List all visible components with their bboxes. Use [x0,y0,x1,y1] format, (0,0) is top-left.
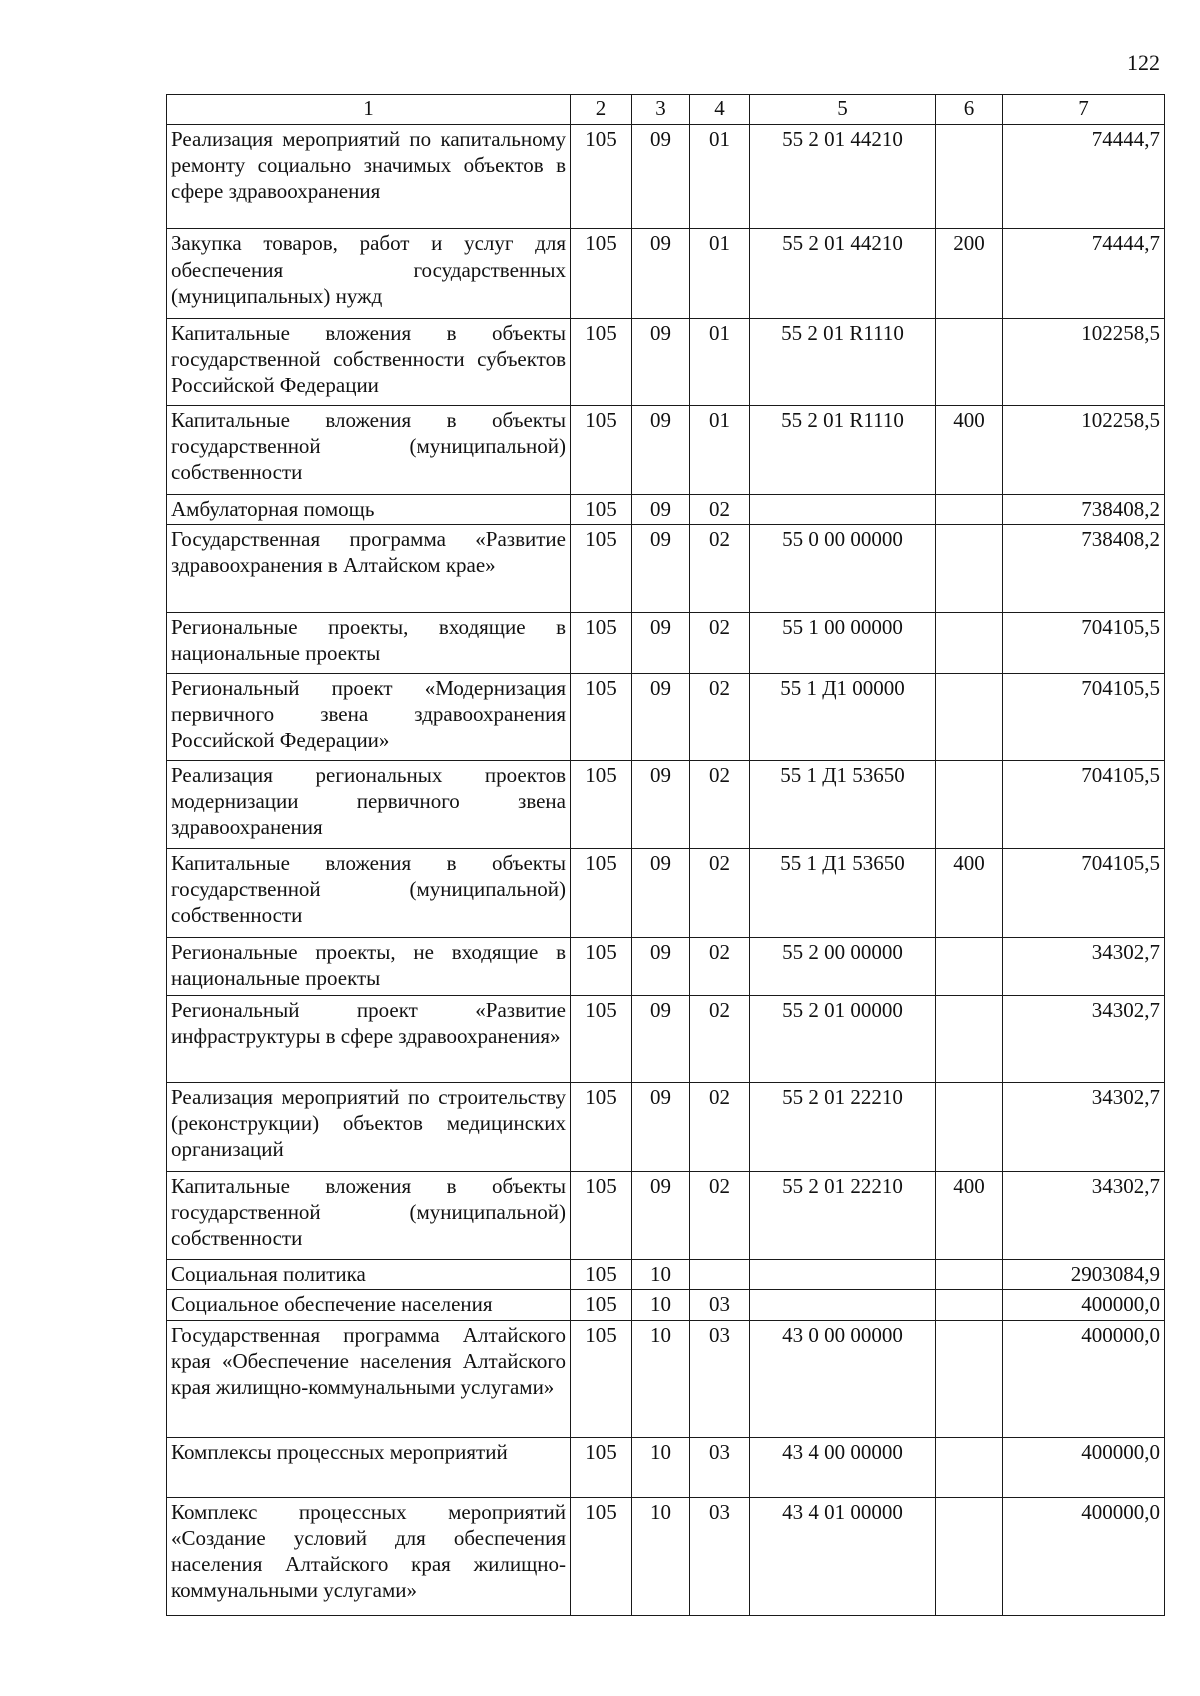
budget-table [166,94,1165,1616]
row-code-4-cell: 03 [690,1290,750,1320]
row-code-6-cell [936,524,1003,612]
table-row [167,1083,1165,1171]
row-code-2-cell: 105 [571,125,632,229]
table-row [167,849,1165,937]
row-code-6-cell: 200 [936,229,1003,318]
row-code-5-cell [750,494,936,524]
row-code-4-cell: 02 [690,849,750,937]
row-code-4-cell: 02 [690,613,750,673]
row-code-4-cell: 01 [690,125,750,229]
table-row [167,318,1165,405]
row-name-cell: Реализация мероприятий по строительству (реконструкции) объектов медицинских организаций [167,1083,571,1171]
row-code-6-cell: 400 [936,849,1003,937]
row-amount-cell: 738408,2 [1003,494,1165,524]
row-code-5-cell: 55 2 01 R1110 [750,318,936,405]
table-row [167,1260,1165,1290]
row-code-3-cell: 09 [632,613,690,673]
row-code-3-cell: 09 [632,1083,690,1171]
row-name-cell: Региональный проект «Развитие инфраструктуры в сфере здравоохранения» [167,996,571,1083]
row-amount-cell: 34302,7 [1003,1083,1165,1171]
row-code-3-cell: 09 [632,524,690,612]
row-name-cell: Капитальные вложения в объекты государственной (муниципальной) собственности [167,1171,571,1259]
row-code-4-cell: 01 [690,229,750,318]
row-code-2-cell: 105 [571,760,632,848]
row-name-cell: Амбулаторная помощь [167,494,571,524]
row-code-6-cell [936,1498,1003,1616]
column-header-7: 7 [1003,95,1165,125]
row-code-2-cell: 105 [571,1171,632,1259]
row-amount-cell: 400000,0 [1003,1320,1165,1438]
row-code-2-cell: 105 [571,318,632,405]
row-code-2-cell: 105 [571,1260,632,1290]
table-row [167,229,1165,318]
row-code-6-cell [936,1290,1003,1320]
row-code-5-cell: 55 1 Д1 53650 [750,849,936,937]
row-code-2-cell: 105 [571,524,632,612]
row-code-2-cell: 105 [571,1320,632,1438]
row-amount-cell: 400000,0 [1003,1498,1165,1616]
table-row [167,494,1165,524]
row-code-2-cell: 105 [571,849,632,937]
table-body [167,125,1165,1616]
row-name-cell: Государственная программа «Развитие здравоохранения в Алтайском крае» [167,524,571,612]
row-code-6-cell [936,1438,1003,1498]
row-code-6-cell [936,1083,1003,1171]
row-code-4-cell: 02 [690,524,750,612]
row-code-5-cell: 43 0 00 00000 [750,1320,936,1438]
row-name-cell: Комплексы процессных мероприятий [167,1438,571,1498]
row-amount-cell: 34302,7 [1003,996,1165,1083]
row-name-cell: Социальная политика [167,1260,571,1290]
row-amount-cell: 704105,5 [1003,613,1165,673]
row-code-2-cell: 105 [571,613,632,673]
row-name-cell: Реализация региональных проектов модернизации первичного звена здравоохранения [167,760,571,848]
column-header-2: 2 [571,95,632,125]
column-header-3: 3 [632,95,690,125]
row-code-2-cell: 105 [571,1438,632,1498]
row-code-2-cell: 105 [571,1290,632,1320]
row-code-3-cell: 09 [632,673,690,760]
table-row [167,524,1165,612]
row-code-3-cell: 09 [632,760,690,848]
table-row [167,996,1165,1083]
row-code-5-cell [750,1290,936,1320]
row-amount-cell: 400000,0 [1003,1438,1165,1498]
row-code-3-cell: 10 [632,1260,690,1290]
row-code-2-cell: 105 [571,996,632,1083]
row-name-cell: Региональные проекты, не входящие в национальные проекты [167,937,571,995]
table-row [167,1171,1165,1259]
column-header-4: 4 [690,95,750,125]
row-code-5-cell: 55 2 00 00000 [750,937,936,995]
row-code-5-cell [750,1260,936,1290]
column-header-6: 6 [936,95,1003,125]
row-code-4-cell: 02 [690,937,750,995]
row-code-6-cell [936,494,1003,524]
row-code-4-cell: 02 [690,996,750,1083]
table-row [167,1498,1165,1616]
row-code-5-cell: 55 1 Д1 00000 [750,673,936,760]
table-row [167,406,1165,494]
row-code-5-cell: 55 2 01 22210 [750,1171,936,1259]
row-code-4-cell: 02 [690,760,750,848]
row-amount-cell: 102258,5 [1003,406,1165,494]
row-amount-cell: 704105,5 [1003,673,1165,760]
row-code-2-cell: 105 [571,229,632,318]
row-name-cell: Капитальные вложения в объекты государственной собственности субъектов Российской Федерации [167,318,571,405]
row-code-3-cell: 10 [632,1438,690,1498]
row-code-5-cell: 55 1 00 00000 [750,613,936,673]
row-code-6-cell [936,1260,1003,1290]
table-row [167,760,1165,848]
header-row [167,95,1165,125]
row-code-6-cell [936,125,1003,229]
row-amount-cell: 704105,5 [1003,849,1165,937]
row-code-5-cell: 55 2 01 44210 [750,229,936,318]
row-code-4-cell: 02 [690,494,750,524]
row-name-cell: Социальное обеспечение населения [167,1290,571,1320]
row-name-cell: Капитальные вложения в объекты государственной (муниципальной) собственности [167,849,571,937]
row-name-cell: Региональный проект «Модернизация первичного звена здравоохранения Российской Федерации» [167,673,571,760]
row-code-5-cell: 43 4 00 00000 [750,1438,936,1498]
table-row [167,1290,1165,1320]
row-code-3-cell: 09 [632,125,690,229]
row-code-4-cell: 02 [690,1171,750,1259]
row-amount-cell: 2903084,9 [1003,1260,1165,1290]
row-code-3-cell: 09 [632,937,690,995]
column-header-5: 5 [750,95,936,125]
row-code-4-cell: 03 [690,1320,750,1438]
table-row [167,1320,1165,1438]
row-amount-cell: 34302,7 [1003,937,1165,995]
row-code-3-cell: 10 [632,1498,690,1616]
row-code-3-cell: 09 [632,406,690,494]
row-amount-cell: 74444,7 [1003,229,1165,318]
row-code-5-cell: 55 0 00 00000 [750,524,936,612]
row-name-cell: Закупка товаров, работ и услуг для обеспечения государственных (муниципальных) нужд [167,229,571,318]
row-code-3-cell: 09 [632,1171,690,1259]
table-row [167,937,1165,995]
row-code-2-cell: 105 [571,406,632,494]
row-code-4-cell: 02 [690,1083,750,1171]
row-name-cell: Государственная программа Алтайского края «Обеспечение населения Алтайского края жилищно-коммунальными услугами» [167,1320,571,1438]
row-code-3-cell: 09 [632,996,690,1083]
row-code-6-cell: 400 [936,406,1003,494]
row-code-3-cell: 09 [632,849,690,937]
row-amount-cell: 400000,0 [1003,1290,1165,1320]
row-code-5-cell: 55 2 01 44210 [750,125,936,229]
row-code-2-cell: 105 [571,1083,632,1171]
row-code-3-cell: 10 [632,1290,690,1320]
row-name-cell: Региональные проекты, входящие в национальные проекты [167,613,571,673]
page-number: 122 [1127,50,1160,75]
row-amount-cell: 738408,2 [1003,524,1165,612]
table-row [167,125,1165,229]
row-code-2-cell: 105 [571,494,632,524]
row-code-4-cell: 03 [690,1438,750,1498]
row-code-5-cell: 55 1 Д1 53650 [750,760,936,848]
row-code-5-cell: 55 2 01 R1110 [750,406,936,494]
row-code-3-cell: 09 [632,229,690,318]
row-amount-cell: 102258,5 [1003,318,1165,405]
row-code-5-cell: 43 4 01 00000 [750,1498,936,1616]
row-code-4-cell: 03 [690,1498,750,1616]
row-code-6-cell [936,937,1003,995]
column-header-1: 1 [167,95,571,125]
table-row [167,1438,1165,1498]
row-code-6-cell: 400 [936,1171,1003,1259]
row-code-4-cell: 01 [690,406,750,494]
table-row [167,613,1165,673]
row-code-6-cell [936,673,1003,760]
row-code-6-cell [936,1320,1003,1438]
row-code-6-cell [936,760,1003,848]
row-code-4-cell: 02 [690,673,750,760]
row-code-6-cell [936,996,1003,1083]
row-code-2-cell: 105 [571,1498,632,1616]
row-code-4-cell: 01 [690,318,750,405]
row-code-6-cell [936,613,1003,673]
row-code-5-cell: 55 2 01 00000 [750,996,936,1083]
row-code-2-cell: 105 [571,937,632,995]
row-code-5-cell: 55 2 01 22210 [750,1083,936,1171]
row-name-cell: Реализация мероприятий по капитальному ремонту социально значимых объектов в сфере здравоохранения [167,125,571,229]
row-code-3-cell: 10 [632,1320,690,1438]
row-code-4-cell [690,1260,750,1290]
row-code-3-cell: 09 [632,318,690,405]
row-amount-cell: 704105,5 [1003,760,1165,848]
row-name-cell: Капитальные вложения в объекты государственной (муниципальной) собственности [167,406,571,494]
row-code-6-cell [936,318,1003,405]
row-name-cell: Комплекс процессных мероприятий «Создание условий для обеспечения населения Алтайского края жилищно-коммунальными услугами» [167,1498,571,1616]
row-amount-cell: 74444,7 [1003,125,1165,229]
row-code-2-cell: 105 [571,673,632,760]
row-amount-cell: 34302,7 [1003,1171,1165,1259]
row-code-3-cell: 09 [632,494,690,524]
table-row [167,673,1165,760]
